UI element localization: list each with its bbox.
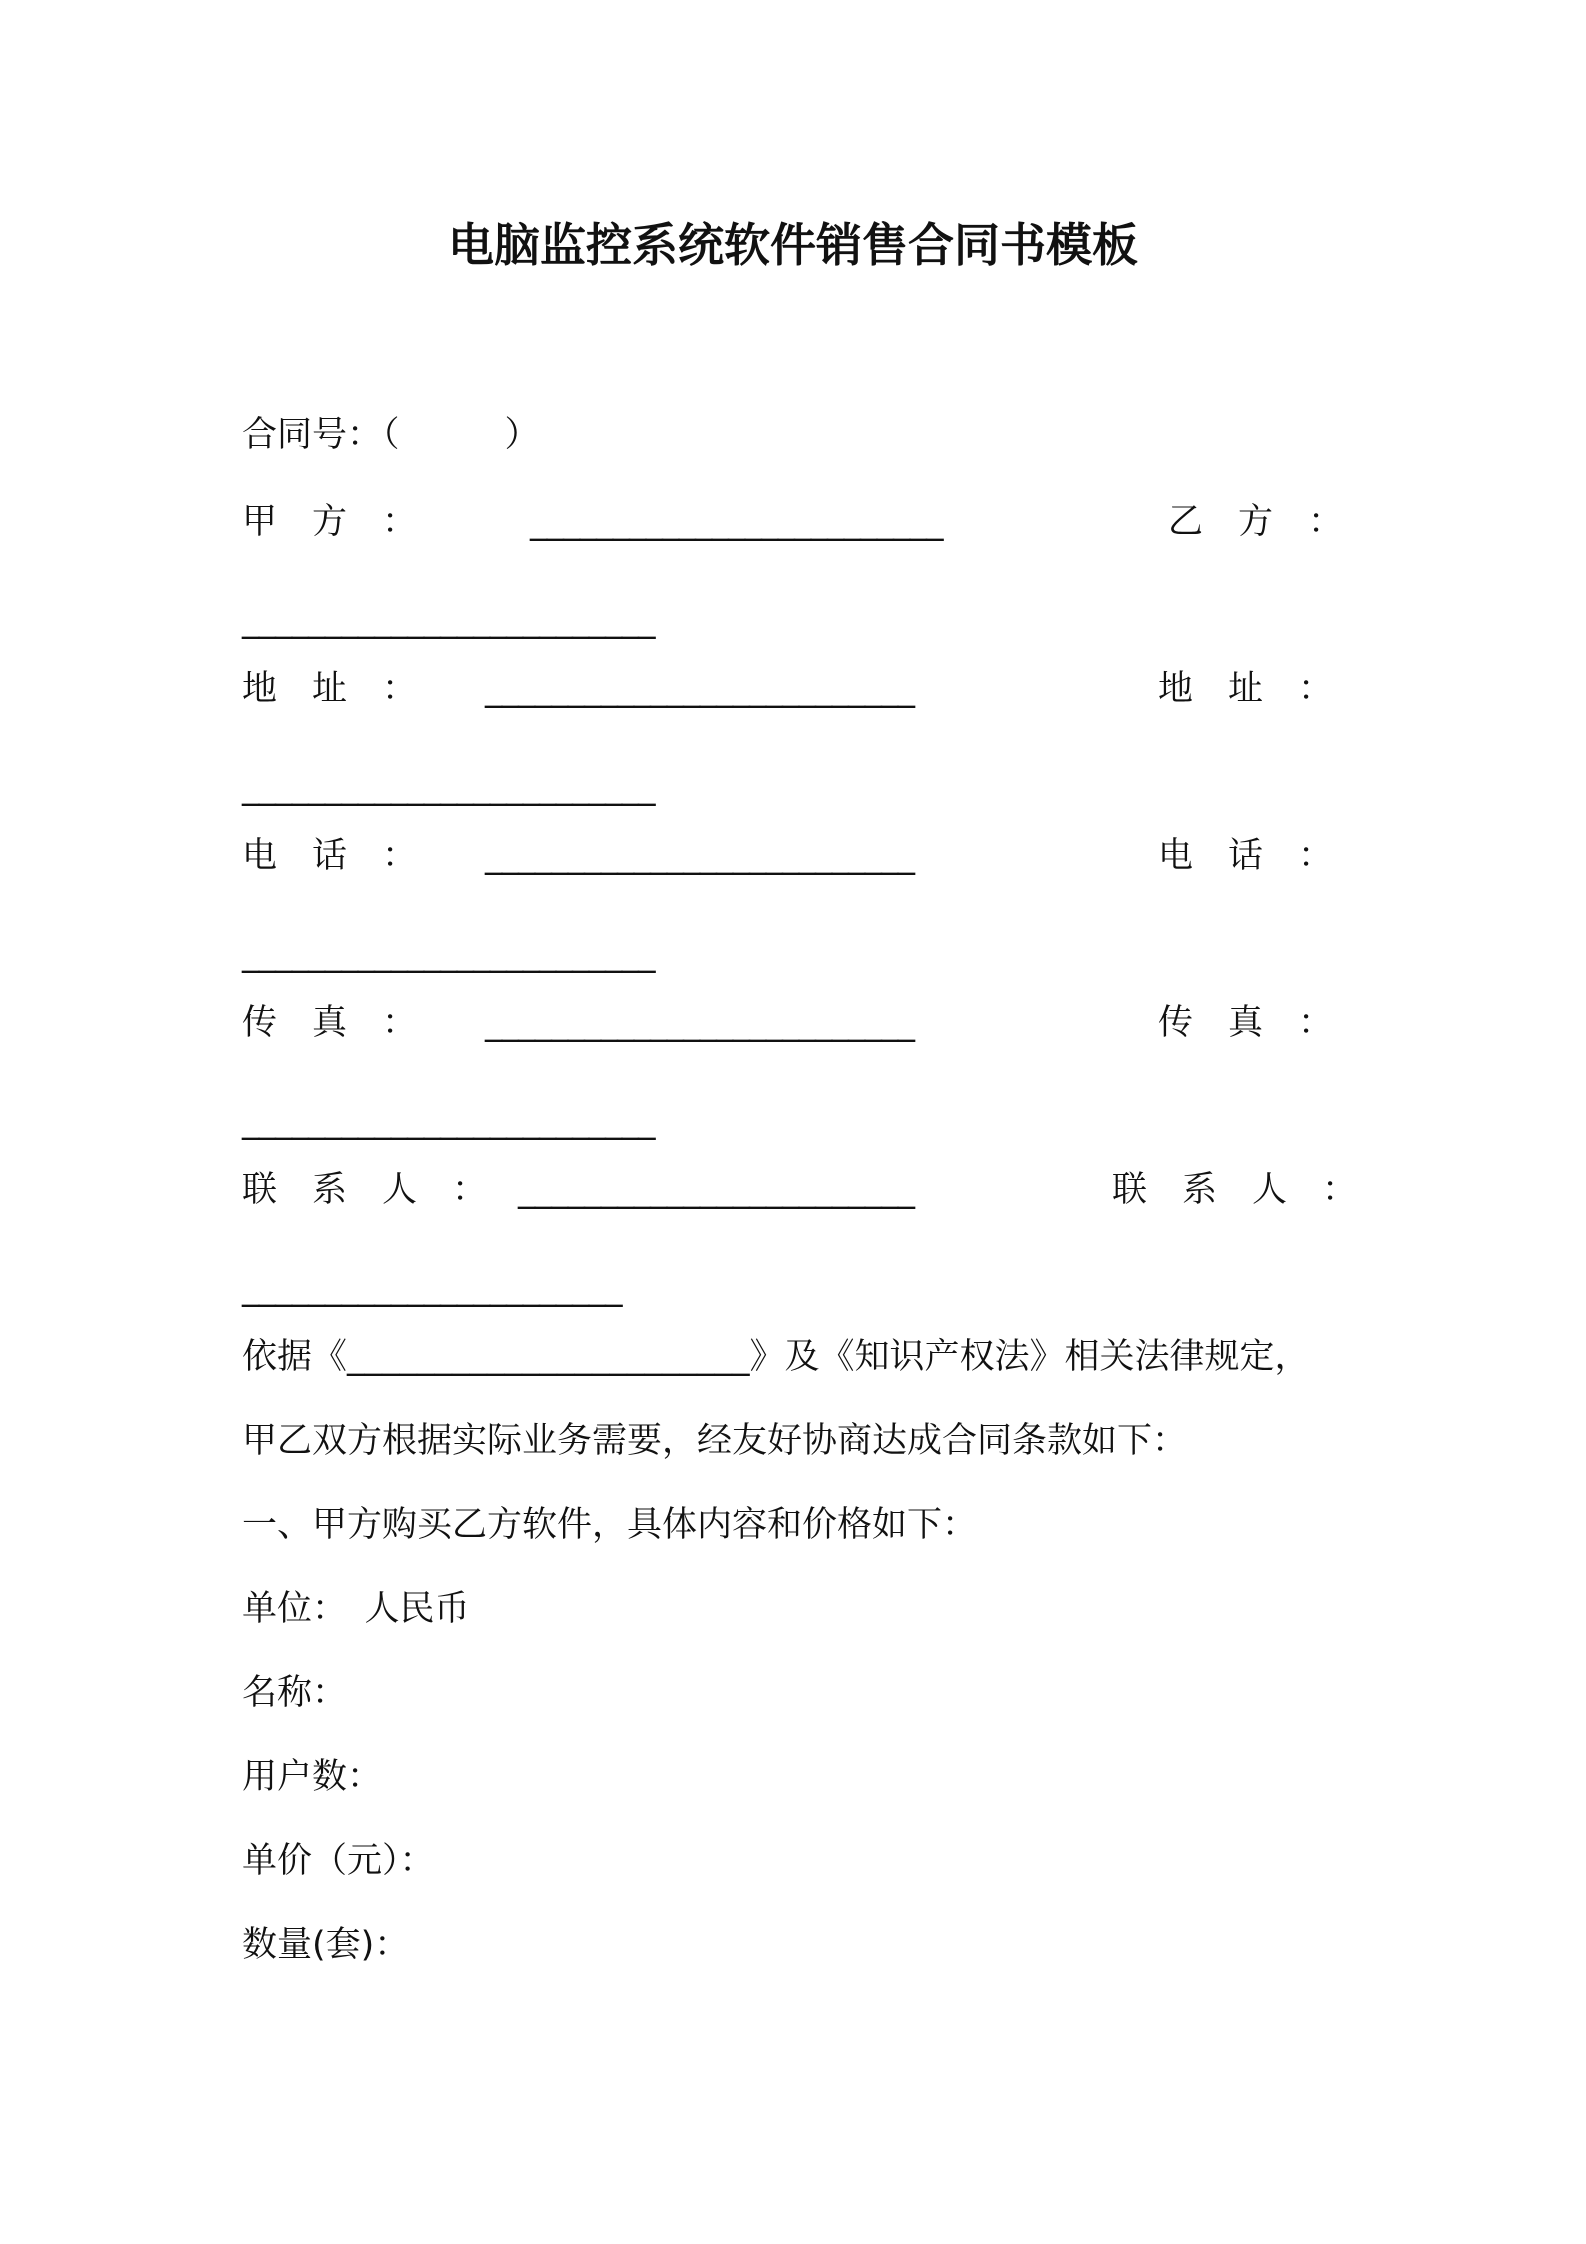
party-a-blank: _________________________ <box>530 502 943 542</box>
party-b-contact-label: 联 系 人 ： <box>1112 1170 1358 1210</box>
document-title: 电脑监控系统软件销售合同书模板 <box>448 218 1138 272</box>
party-a-fax-label: 传 真 ： <box>242 1003 418 1043</box>
party-b-blank: _________________________ <box>242 600 655 640</box>
party-a-contact-label: 联 系 人 ： <box>242 1170 488 1210</box>
party-a-phone-blank: __________________________ <box>485 836 914 876</box>
user-count-line: 用户数： <box>242 1757 383 1797</box>
party-b-phone-blank: _________________________ <box>242 934 655 974</box>
party-b-address-label: 地 址 ： <box>1158 669 1334 709</box>
party-a-address-blank: __________________________ <box>485 669 914 709</box>
party-a-phone-label: 电 话 ： <box>242 836 418 876</box>
party-a-label: 甲 方 ： <box>242 502 418 542</box>
section-1-heading: 一、甲方购买乙方软件，具体内容和价格如下： <box>242 1505 978 1545</box>
party-a-contact-blank: ________________________ <box>518 1170 914 1210</box>
party-a-fax-blank: __________________________ <box>485 1003 914 1043</box>
unit-line: 单位： 人民币 <box>242 1589 470 1629</box>
party-b-fax-label: 传 真 ： <box>1158 1003 1334 1043</box>
quantity-line: 数量(套)： <box>242 1925 410 1965</box>
party-b-contact-blank: _______________________ <box>242 1268 622 1308</box>
party-b-label: 乙 方 ： <box>1168 502 1344 542</box>
party-b-phone-label: 电 话 ： <box>1158 836 1334 876</box>
party-b-address-blank: _________________________ <box>242 767 655 807</box>
unit-price-line: 单价（元）： <box>242 1841 435 1881</box>
party-b-fax-blank: _________________________ <box>242 1101 655 1141</box>
basis-paragraph: 依据《_______________________》及《知识产权法》相关法律规定， <box>242 1337 1310 1377</box>
party-a-address-label: 地 址 ： <box>242 669 418 709</box>
agreement-paragraph: 甲乙双方根据实际业务需要，经友好协商达成合同条款如下： <box>242 1421 1188 1461</box>
contract-number: 合同号：（ ） <box>242 415 540 455</box>
name-line: 名称： <box>242 1673 348 1713</box>
